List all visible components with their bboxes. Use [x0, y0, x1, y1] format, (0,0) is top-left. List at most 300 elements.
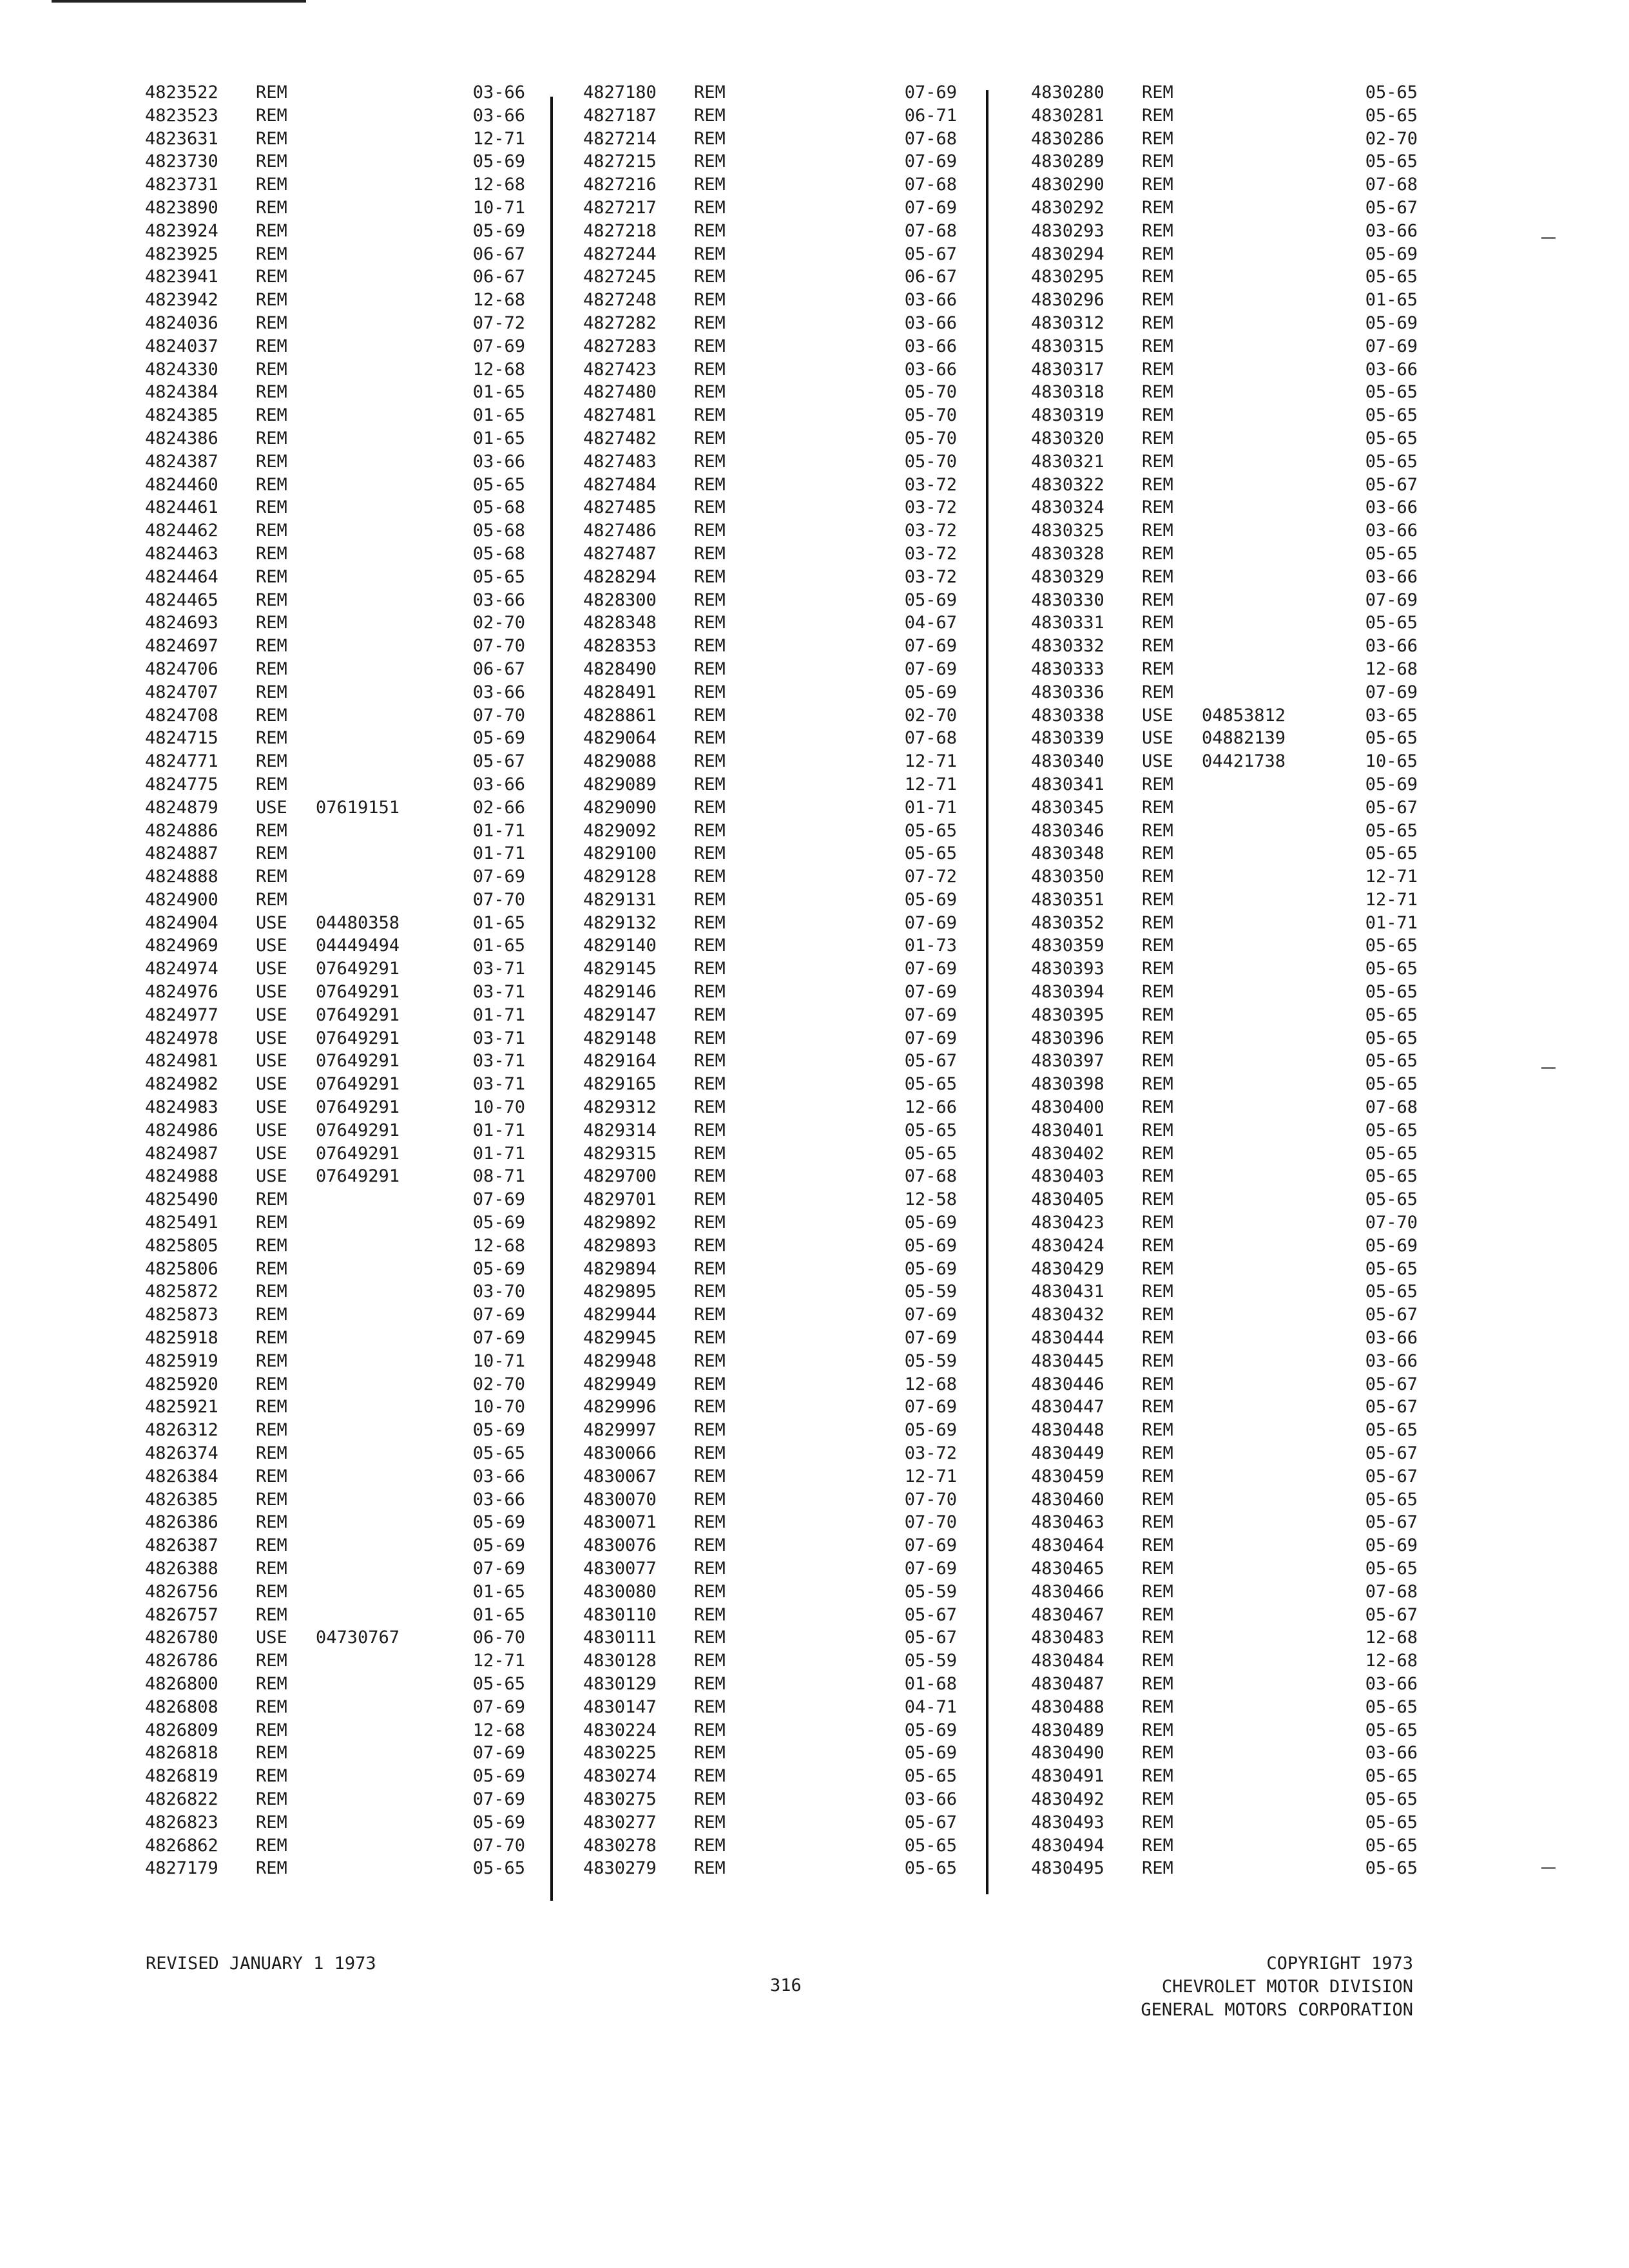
- parts-row: [145, 220, 532, 243]
- action-code: REM: [1142, 1028, 1173, 1048]
- action-code: REM: [1142, 105, 1173, 126]
- action-code: REM: [256, 175, 287, 195]
- change-date: 01-71: [472, 1143, 525, 1164]
- action-code: REM: [256, 151, 287, 172]
- change-date: 05-65: [1365, 1166, 1418, 1187]
- action-code: REM: [694, 1651, 726, 1671]
- change-date: 07-68: [1365, 1581, 1418, 1602]
- action-code: REM: [694, 959, 726, 979]
- parts-row: [145, 1073, 532, 1096]
- action-code: REM: [256, 843, 287, 864]
- change-date: 07-69: [472, 1559, 525, 1579]
- change-date: 05-69: [904, 590, 957, 610]
- action-code: REM: [256, 889, 287, 910]
- change-date: 05-65: [904, 820, 957, 841]
- part-number: 4827217: [583, 197, 657, 218]
- part-number: 4830110: [583, 1604, 657, 1625]
- parts-row: [583, 681, 963, 704]
- action-code: REM: [694, 197, 726, 218]
- action-code: REM: [256, 1213, 287, 1233]
- replacement-part: 04480358: [316, 912, 400, 933]
- change-date: 12-71: [1365, 867, 1418, 887]
- action-code: REM: [1142, 1074, 1173, 1095]
- change-date: 05-65: [1365, 82, 1418, 102]
- action-code: REM: [1142, 1512, 1173, 1533]
- part-number: 4830315: [1031, 336, 1104, 356]
- action-code: REM: [1142, 1328, 1173, 1349]
- action-code: USE: [256, 982, 287, 1003]
- change-date: 07-72: [472, 312, 525, 333]
- change-date: 05-67: [1365, 1604, 1418, 1625]
- parts-row: [145, 1696, 532, 1719]
- change-date: 03-66: [1365, 1350, 1418, 1371]
- change-date: 05-65: [1365, 1489, 1418, 1510]
- change-date: 05-65: [1365, 728, 1418, 749]
- parts-row: [1031, 474, 1424, 497]
- parts-row: [583, 1073, 963, 1096]
- part-number: 4824461: [145, 497, 218, 518]
- change-date: 05-65: [1365, 1858, 1418, 1879]
- part-number: 4825806: [145, 1258, 218, 1279]
- part-number: 4828300: [583, 590, 657, 610]
- action-code: REM: [256, 197, 287, 218]
- change-date: 03-66: [1365, 1743, 1418, 1763]
- parts-row: [145, 1765, 532, 1788]
- part-number: 4824987: [145, 1143, 218, 1164]
- action-code: REM: [256, 613, 287, 633]
- parts-row: [145, 404, 532, 427]
- part-number: 4830129: [583, 1673, 657, 1694]
- parts-row: [145, 1419, 532, 1442]
- change-date: 05-65: [1365, 543, 1418, 564]
- action-code: REM: [1142, 867, 1173, 887]
- change-date: 01-71: [904, 797, 957, 818]
- change-date: 07-69: [904, 982, 957, 1003]
- change-date: 05-65: [1365, 936, 1418, 956]
- parts-row: [1031, 820, 1424, 843]
- part-number: 4830294: [1031, 244, 1104, 264]
- change-date: 03-72: [904, 497, 957, 518]
- replacement-part: 04853812: [1202, 705, 1286, 726]
- change-date: 03-66: [472, 1466, 525, 1486]
- action-code: REM: [256, 1673, 287, 1694]
- change-date: 06-67: [472, 658, 525, 679]
- parts-row: [145, 1280, 532, 1303]
- change-date: 12-68: [472, 359, 525, 380]
- part-number: 4830429: [1031, 1258, 1104, 1279]
- parts-row: [583, 1557, 963, 1581]
- parts-row: [583, 1280, 963, 1303]
- change-date: 05-69: [904, 1213, 957, 1233]
- margin-mark: [1541, 1867, 1556, 1869]
- part-number: 4830340: [1031, 751, 1104, 772]
- change-date: 07-69: [904, 151, 957, 172]
- change-date: 07-68: [904, 1166, 957, 1187]
- change-date: 07-69: [904, 1305, 957, 1325]
- parts-row: [583, 1765, 963, 1788]
- parts-row: [1031, 727, 1424, 750]
- parts-row: [583, 1027, 963, 1050]
- part-number: 4826786: [145, 1651, 218, 1671]
- change-date: 03-72: [904, 1443, 957, 1464]
- parts-row: [583, 727, 963, 750]
- change-date: 07-68: [904, 128, 957, 149]
- part-number: 4830292: [1031, 197, 1104, 218]
- change-date: 03-66: [1365, 566, 1418, 587]
- part-number: 4830279: [583, 1858, 657, 1879]
- part-number: 4826312: [145, 1420, 218, 1441]
- action-code: REM: [256, 382, 287, 403]
- change-date: 05-69: [1365, 312, 1418, 333]
- part-number: 4826800: [145, 1673, 218, 1694]
- parts-row: [583, 1811, 963, 1834]
- replacement-part: 07649291: [316, 1051, 400, 1072]
- change-date: 06-71: [904, 105, 957, 126]
- change-date: 03-66: [1365, 1328, 1418, 1349]
- part-number: 4826388: [145, 1559, 218, 1579]
- part-number: 4826819: [145, 1766, 218, 1787]
- change-date: 07-69: [904, 658, 957, 679]
- parts-row: [145, 1235, 532, 1258]
- action-code: REM: [694, 105, 726, 126]
- parts-row: [583, 404, 963, 427]
- parts-row: [583, 1742, 963, 1765]
- parts-row: [1031, 1073, 1424, 1096]
- change-date: 03-65: [1365, 705, 1418, 726]
- change-date: 07-70: [472, 889, 525, 910]
- part-number: 4824775: [145, 774, 218, 794]
- action-code: REM: [1142, 1628, 1173, 1648]
- action-code: REM: [694, 1097, 726, 1118]
- change-date: 05-69: [904, 1235, 957, 1256]
- parts-row: [145, 81, 532, 104]
- change-date: 07-69: [472, 1696, 525, 1717]
- part-number: 4826823: [145, 1812, 218, 1832]
- part-number: 4823941: [145, 267, 218, 287]
- action-code: REM: [1142, 1673, 1173, 1694]
- part-number: 4827215: [583, 151, 657, 172]
- change-date: 12-68: [904, 1374, 957, 1394]
- change-date: 05-65: [1365, 1258, 1418, 1279]
- change-date: 02-70: [472, 1374, 525, 1394]
- part-number: 4830318: [1031, 382, 1104, 403]
- part-number: 4824384: [145, 382, 218, 403]
- action-code: REM: [1142, 1004, 1173, 1025]
- part-number: 4830338: [1031, 705, 1104, 726]
- part-number: 4830317: [1031, 359, 1104, 380]
- part-number: 4830494: [1031, 1835, 1104, 1856]
- parts-row: [583, 1719, 963, 1742]
- change-date: 05-69: [472, 151, 525, 172]
- part-number: 4830332: [1031, 636, 1104, 657]
- action-code: REM: [1142, 151, 1173, 172]
- change-date: 02-70: [904, 705, 957, 726]
- parts-row: [145, 1258, 532, 1281]
- part-number: 4830289: [1031, 151, 1104, 172]
- change-date: 10-71: [472, 197, 525, 218]
- part-number: 4823924: [145, 220, 218, 241]
- part-number: 4830467: [1031, 1604, 1104, 1625]
- action-code: REM: [694, 1858, 726, 1879]
- replacement-part: 04421738: [1202, 751, 1286, 772]
- part-number: 4826780: [145, 1628, 218, 1648]
- part-number: 4827483: [583, 451, 657, 472]
- change-date: 12-68: [472, 290, 525, 311]
- action-code: REM: [694, 705, 726, 726]
- change-date: 05-69: [472, 728, 525, 749]
- action-code: USE: [256, 1004, 287, 1025]
- action-code: USE: [256, 1028, 287, 1048]
- action-code: REM: [1142, 1443, 1173, 1464]
- parts-row: [583, 658, 963, 681]
- part-number: 4830446: [1031, 1374, 1104, 1394]
- change-date: 05-69: [904, 1258, 957, 1279]
- parts-row: [1031, 1534, 1424, 1557]
- part-number: 4824330: [145, 359, 218, 380]
- action-code: REM: [1142, 1213, 1173, 1233]
- part-number: 4827487: [583, 543, 657, 564]
- part-number: 4828490: [583, 658, 657, 679]
- part-number: 4830465: [1031, 1559, 1104, 1579]
- parts-row: [583, 496, 963, 519]
- parts-row: [1031, 957, 1424, 981]
- parts-row: [145, 1350, 532, 1373]
- part-number: 4826809: [145, 1720, 218, 1740]
- part-number: 4824888: [145, 867, 218, 887]
- action-code: REM: [1142, 1720, 1173, 1740]
- action-code: REM: [256, 1350, 287, 1371]
- action-code: REM: [256, 1581, 287, 1602]
- parts-row: [1031, 519, 1424, 543]
- parts-row: [145, 842, 532, 865]
- parts-row: [145, 658, 532, 681]
- part-number: 4830341: [1031, 774, 1104, 794]
- action-code: REM: [256, 497, 287, 518]
- parts-row: [1031, 1188, 1424, 1211]
- part-number: 4824879: [145, 797, 218, 818]
- action-code: REM: [256, 1420, 287, 1441]
- action-code: REM: [694, 474, 726, 495]
- parts-row: [583, 566, 963, 589]
- part-number: 4824463: [145, 543, 218, 564]
- action-code: REM: [694, 1258, 726, 1279]
- action-code: REM: [256, 290, 287, 311]
- parts-row: [145, 912, 532, 935]
- change-date: 05-67: [1365, 1512, 1418, 1533]
- change-date: 03-66: [472, 451, 525, 472]
- change-date: 05-67: [904, 1051, 957, 1072]
- action-code: REM: [1142, 590, 1173, 610]
- change-date: 07-69: [904, 912, 957, 933]
- parts-row: [145, 589, 532, 612]
- parts-row: [145, 1626, 532, 1649]
- action-code: REM: [1142, 636, 1173, 657]
- parts-row: [583, 1373, 963, 1396]
- change-date: 07-69: [472, 1789, 525, 1809]
- change-date: 02-70: [472, 613, 525, 633]
- action-code: REM: [694, 1466, 726, 1486]
- part-number: 4830077: [583, 1559, 657, 1579]
- parts-row: [1031, 1142, 1424, 1166]
- replacement-part: 04449494: [316, 936, 400, 956]
- change-date: 12-68: [1365, 1651, 1418, 1671]
- change-date: 05-65: [1365, 1189, 1418, 1210]
- change-date: 07-68: [904, 728, 957, 749]
- change-date: 05-67: [1365, 1397, 1418, 1418]
- parts-row: [1031, 289, 1424, 312]
- part-number: 4830432: [1031, 1305, 1104, 1325]
- parts-row: [145, 381, 532, 404]
- action-code: REM: [256, 521, 287, 541]
- change-date: 05-68: [472, 497, 525, 518]
- change-date: 05-65: [1365, 451, 1418, 472]
- parts-row: [1031, 1626, 1424, 1649]
- parts-row: [1031, 865, 1424, 889]
- change-date: 07-68: [1365, 1097, 1418, 1118]
- part-number: 4829100: [583, 843, 657, 864]
- part-number: 4824462: [145, 521, 218, 541]
- parts-row: [145, 611, 532, 635]
- parts-row: [583, 889, 963, 912]
- parts-row: [145, 727, 532, 750]
- part-number: 4830281: [1031, 105, 1104, 126]
- change-date: 06-67: [472, 244, 525, 264]
- parts-row: [1031, 1488, 1424, 1512]
- part-number: 4824887: [145, 843, 218, 864]
- part-number: 4829312: [583, 1097, 657, 1118]
- parts-row: [1031, 150, 1424, 173]
- change-date: 02-66: [472, 797, 525, 818]
- action-code: REM: [256, 1535, 287, 1556]
- part-number: 4830466: [1031, 1581, 1104, 1602]
- action-code: REM: [694, 1235, 726, 1256]
- change-date: 05-65: [1365, 1143, 1418, 1164]
- parts-row: [583, 1511, 963, 1534]
- action-code: REM: [1142, 1189, 1173, 1210]
- part-number: 4830280: [1031, 82, 1104, 102]
- parts-row: [145, 243, 532, 266]
- action-code: REM: [256, 1189, 287, 1210]
- action-code: REM: [256, 220, 287, 241]
- part-number: 4826757: [145, 1604, 218, 1625]
- action-code: REM: [694, 267, 726, 287]
- part-number: 4830325: [1031, 521, 1104, 541]
- part-number: 4824904: [145, 912, 218, 933]
- action-code: REM: [256, 451, 287, 472]
- part-number: 4824465: [145, 590, 218, 610]
- action-code: REM: [256, 751, 287, 772]
- copyright-line: CHEVROLET MOTOR DIVISION: [1161, 1977, 1413, 1997]
- part-number: 4830321: [1031, 451, 1104, 472]
- parts-row: [145, 312, 532, 335]
- part-number: 4830492: [1031, 1789, 1104, 1809]
- action-code: REM: [256, 636, 287, 657]
- change-date: 05-65: [1365, 1120, 1418, 1140]
- action-code: REM: [694, 521, 726, 541]
- action-code: REM: [1142, 1374, 1173, 1394]
- part-number: 4830396: [1031, 1028, 1104, 1048]
- part-number: 4830312: [1031, 312, 1104, 333]
- parts-row: [583, 1142, 963, 1166]
- part-number: 4827179: [145, 1858, 218, 1879]
- part-number: 4830351: [1031, 889, 1104, 910]
- parts-row: [1031, 842, 1424, 865]
- change-date: 03-72: [904, 474, 957, 495]
- action-code: REM: [1142, 359, 1173, 380]
- part-number: 4824715: [145, 728, 218, 749]
- parts-row: [145, 1373, 532, 1396]
- change-date: 03-66: [472, 682, 525, 702]
- parts-row: [145, 1742, 532, 1765]
- part-number: 4824886: [145, 820, 218, 841]
- change-date: 05-67: [1365, 1443, 1418, 1464]
- parts-row: [145, 635, 532, 658]
- part-number: 4829892: [583, 1213, 657, 1233]
- action-code: REM: [256, 312, 287, 333]
- part-number: 4824988: [145, 1166, 218, 1187]
- action-code: REM: [694, 636, 726, 657]
- part-number: 4827482: [583, 428, 657, 448]
- change-date: 05-67: [1365, 1374, 1418, 1394]
- parts-row: [1031, 427, 1424, 450]
- change-date: 01-73: [904, 936, 957, 956]
- change-date: 07-70: [472, 1835, 525, 1856]
- change-date: 02-70: [1365, 128, 1418, 149]
- part-number: 4829948: [583, 1350, 657, 1371]
- change-date: 07-70: [472, 636, 525, 657]
- part-number: 4827282: [583, 312, 657, 333]
- change-date: 07-69: [472, 1743, 525, 1763]
- listing-column-3: [1031, 81, 1424, 1880]
- action-code: REM: [1142, 1604, 1173, 1625]
- parts-row: [1031, 1165, 1424, 1188]
- part-number: 4824707: [145, 682, 218, 702]
- parts-row: [1031, 912, 1424, 935]
- part-number: 4824036: [145, 312, 218, 333]
- change-date: 05-67: [1365, 197, 1418, 218]
- parts-row: [583, 104, 963, 128]
- change-date: 10-71: [472, 1350, 525, 1371]
- change-date: 12-71: [472, 1651, 525, 1671]
- change-date: 03-66: [1365, 1673, 1418, 1694]
- part-number: 4830346: [1031, 820, 1104, 841]
- parts-row: [1031, 796, 1424, 820]
- part-number: 4824982: [145, 1074, 218, 1095]
- action-code: REM: [694, 1305, 726, 1325]
- parts-row: [583, 1649, 963, 1673]
- action-code: REM: [1142, 1835, 1173, 1856]
- action-code: REM: [694, 912, 726, 933]
- parts-row: [145, 934, 532, 957]
- part-number: 4830275: [583, 1789, 657, 1809]
- action-code: REM: [256, 428, 287, 448]
- column-divider: [986, 90, 988, 1894]
- change-date: 07-69: [472, 1328, 525, 1349]
- action-code: REM: [694, 1189, 726, 1210]
- parts-row: [145, 1557, 532, 1581]
- action-code: REM: [694, 751, 726, 772]
- change-date: 05-70: [904, 405, 957, 426]
- action-code: USE: [1142, 705, 1173, 726]
- part-number: 4829996: [583, 1397, 657, 1418]
- part-number: 4830405: [1031, 1189, 1104, 1210]
- parts-row: [583, 543, 963, 566]
- part-number: 4830320: [1031, 428, 1104, 448]
- parts-row: [583, 589, 963, 612]
- change-date: 03-66: [1365, 220, 1418, 241]
- part-number: 4828353: [583, 636, 657, 657]
- action-code: REM: [1142, 82, 1173, 102]
